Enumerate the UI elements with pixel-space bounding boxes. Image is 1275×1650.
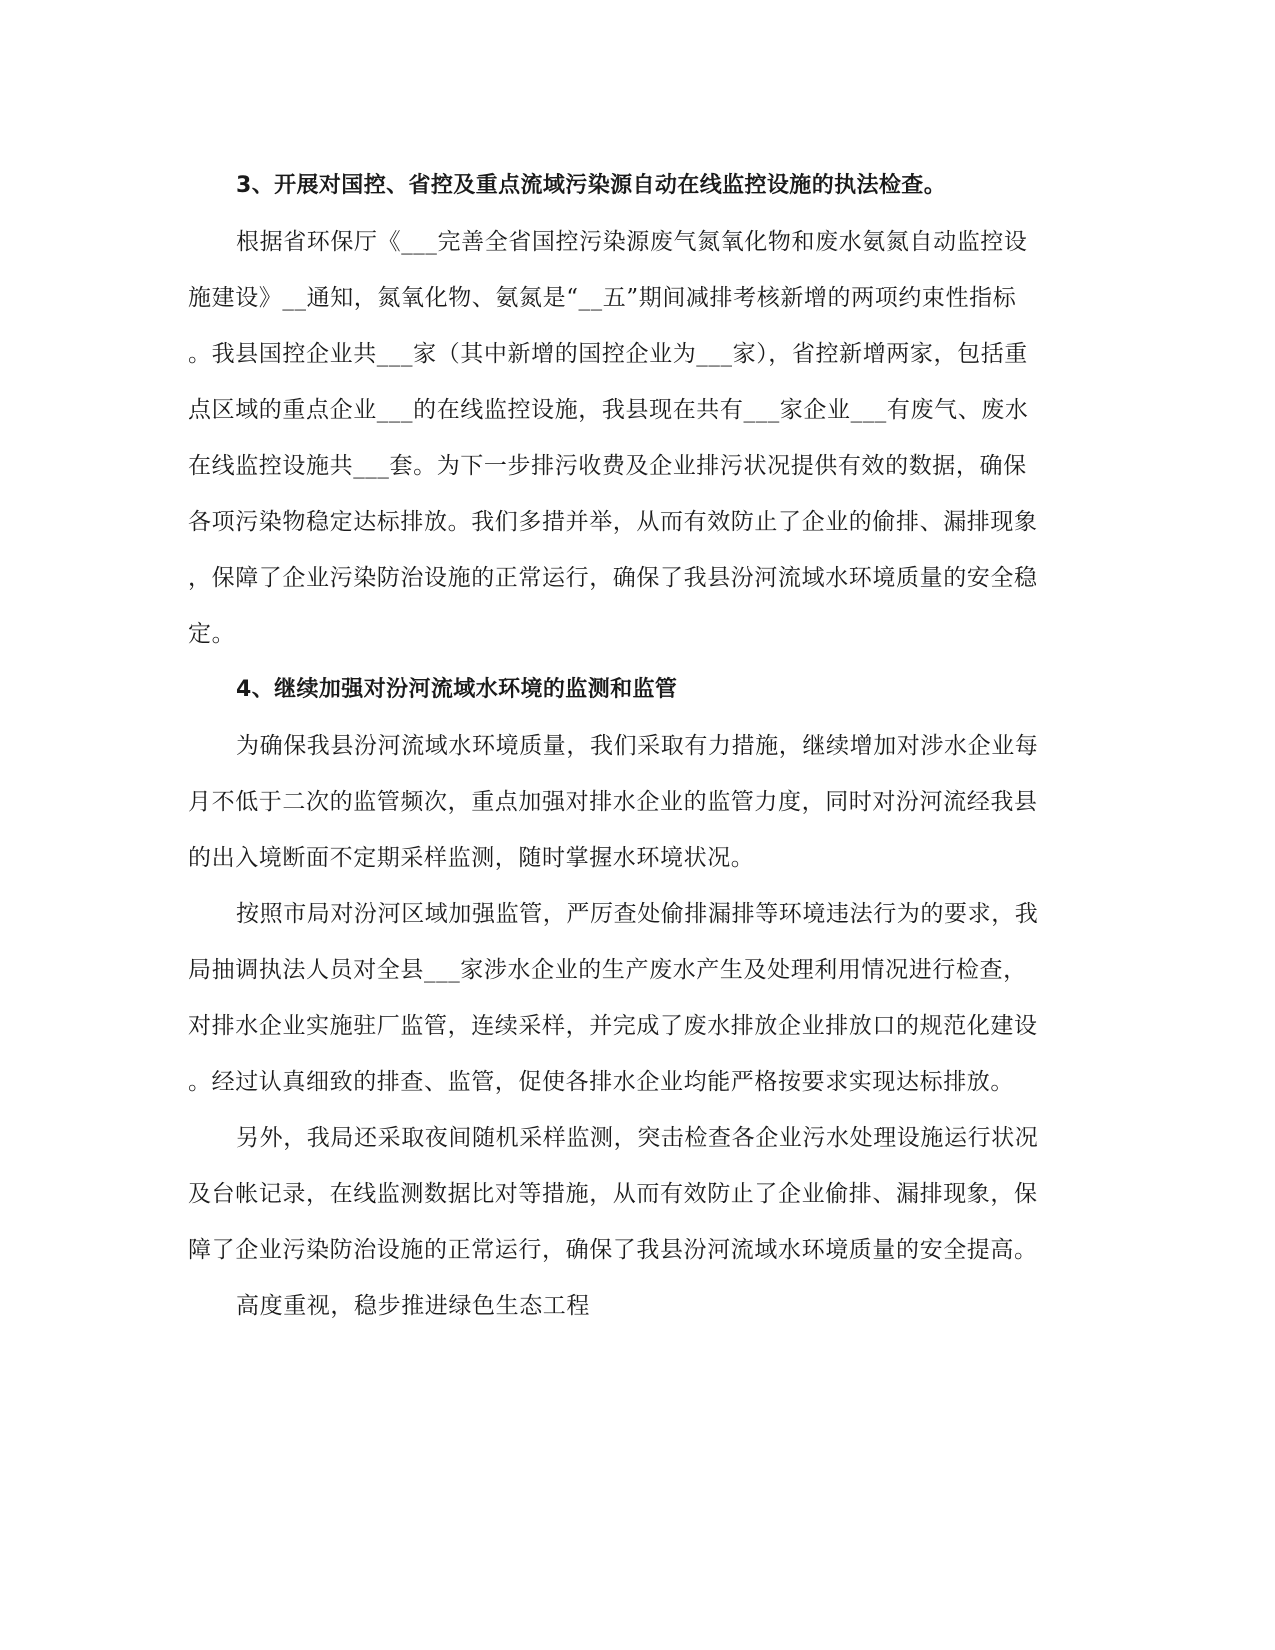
section-3-heading: 3、开展对国控、省控及重点流域污染源自动在线监控设施的执法检查。 xyxy=(236,173,947,198)
section-4-paragraph-3-line: 及台帐记录，在线监测数据比对等措施，从而有效防止了企业偷排、漏排现象，保 xyxy=(188,1181,1038,1207)
section-4-heading: 4、继续加强对汾河流域水环境的监测和监管 xyxy=(236,677,678,702)
section-3-paragraph-line: 各项污染物稳定达标排放。我们多措并举，从而有效防止了企业的偷排、漏排现象 xyxy=(188,509,1038,535)
section-4-paragraph-1-line: 的出入境断面不定期采样监测，随时掌握水环境状况。 xyxy=(188,845,755,871)
section-4-paragraph-2-line: 按照市局对汾河区域加强监管，严厉查处偷排漏排等环境违法行为的要求，我 xyxy=(236,901,1039,927)
closing-line: 高度重视，稳步推进绿色生态工程 xyxy=(236,1293,590,1319)
section-3-paragraph-line: 施建设》__通知，氮氧化物、氨氮是“__五”期间减排考核新增的两项约束性指标 xyxy=(188,285,1017,311)
section-3-paragraph-line: 。我县国控企业共___家（其中新增的国控企业为___家），省控新增两家，包括重 xyxy=(188,341,1028,367)
section-4-paragraph-2-line: 局抽调执法人员对全县___家涉水企业的生产废水产生及处理利用情况进行检查， xyxy=(188,957,1027,983)
section-3-paragraph-line: 定。 xyxy=(188,621,236,647)
section-4-paragraph-2-line: 对排水企业实施驻厂监管，连续采样，并完成了废水排放企业排放口的规范化建设 xyxy=(188,1013,1038,1039)
section-4-paragraph-1-line: 月不低于二次的监管频次，重点加强对排水企业的监管力度，同时对汾河流经我县 xyxy=(188,789,1038,815)
section-4-paragraph-2-line: 。经过认真细致的排查、监管，促使各排水企业均能严格按要求实现达标排放。 xyxy=(188,1069,1014,1095)
section-4-paragraph-3-line: 另外，我局还采取夜间随机采样监测，突击检查各企业污水处理设施运行状况 xyxy=(236,1125,1039,1151)
section-3-paragraph-line: 点区域的重点企业___的在线监控设施，我县现在共有___家企业___有废气、废水 xyxy=(188,397,1029,423)
section-4-paragraph-1-line: 为确保我县汾河流域水环境质量，我们采取有力措施，继续增加对涉水企业每 xyxy=(236,733,1039,759)
section-3-paragraph-line: ，保障了企业污染防治设施的正常运行，确保了我县汾河流域水环境质量的安全稳 xyxy=(188,565,1038,591)
section-3-paragraph-line: 在线监控设施共___套。为下一步排污收费及企业排污状况提供有效的数据，确保 xyxy=(188,453,1027,479)
section-3-paragraph-line: 根据省环保厅《___完善全省国控污染源废气氮氧化物和废水氨氮自动监控设 xyxy=(236,229,1028,255)
section-4-paragraph-3-line: 障了企业污染防治设施的正常运行，确保了我县汾河流域水环境质量的安全提高。 xyxy=(188,1237,1038,1263)
